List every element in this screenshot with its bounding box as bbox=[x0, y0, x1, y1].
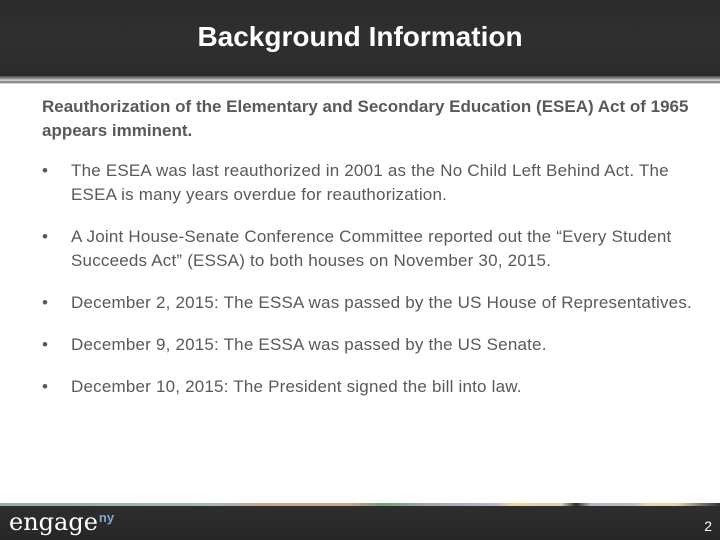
bullet-text: A Joint House-Senate Conference Committee reported out the “Every Student Succeeds Act” (ESSA) to both houses on November 30, 2015. bbox=[71, 227, 672, 270]
bullet-item bbox=[42, 375, 692, 399]
bullet-text: December 10, 2015: The President signed the bill into law. bbox=[71, 377, 522, 396]
bullet-icon: • bbox=[42, 293, 49, 312]
bullet-text: December 9, 2015: The ESSA was passed by the US Senate. bbox=[71, 335, 547, 354]
bullet-icon: • bbox=[42, 377, 49, 396]
bullet-item bbox=[42, 291, 692, 315]
slide-title: Background Information bbox=[197, 21, 523, 52]
logo-superscript: ny bbox=[98, 510, 115, 525]
bullet-icon: • bbox=[42, 161, 49, 180]
bullet-text: The ESEA was last reauthorized in 2001 as the No Child Left Behind Act. The ESEA is many years overdue for reauthorization. bbox=[71, 161, 669, 204]
bullet-icon: • bbox=[42, 335, 49, 354]
bullet-list bbox=[42, 159, 692, 399]
logo-text: engage bbox=[9, 508, 98, 536]
engageny-logo bbox=[9, 508, 114, 536]
bullet-item bbox=[42, 333, 692, 357]
slide-header bbox=[0, 0, 720, 78]
bullet-text: December 2, 2015: The ESSA was passed by the US House of Representatives. bbox=[71, 293, 692, 312]
page-number: 2 bbox=[704, 518, 712, 534]
bullet-icon: • bbox=[42, 227, 49, 246]
slide-content bbox=[42, 95, 692, 417]
bullet-item bbox=[42, 225, 692, 273]
bullet-item bbox=[42, 159, 692, 207]
lead-paragraph: Reauthorization of the Elementary and Secondary Education (ESEA) Act of 1965 appears imminent. bbox=[42, 97, 689, 140]
